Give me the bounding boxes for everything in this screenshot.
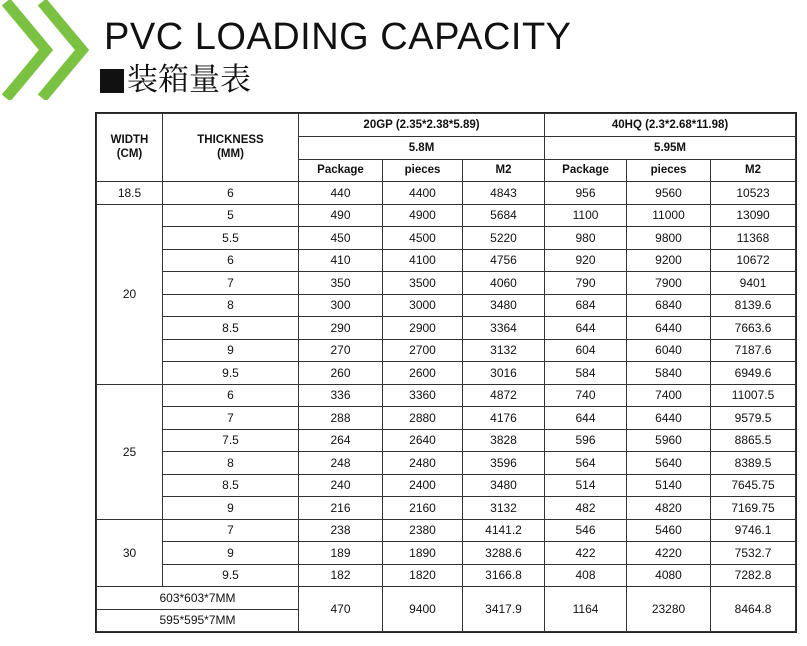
value-cell: 4176 [463,407,545,430]
thickness-cell: 7 [163,519,299,542]
thickness-cell: 8.5 [163,317,299,340]
value-cell: 4500 [383,227,463,250]
value-cell: 7282.8 [711,564,796,587]
table-row [97,294,796,317]
thickness-cell: 6 [163,249,299,272]
value-cell: 10523 [711,182,796,205]
value-cell: 514 [545,474,627,497]
col-header: Package [299,159,383,182]
value-cell: 4400 [383,182,463,205]
container-40hq-header: 40HQ (2.3*2.68*11.98) [545,114,796,137]
chevron-logo-icon [0,0,100,100]
value-cell: 7187.6 [711,339,796,362]
value-cell: 2700 [383,339,463,362]
value-cell: 2480 [383,452,463,475]
width-cell: 25 [97,384,163,519]
table-row [97,362,796,385]
length-20gp: 5.8M [299,137,545,160]
value-cell: 564 [545,452,627,475]
value-cell: 8139.6 [711,294,796,317]
value-cell: 290 [299,317,383,340]
value-cell: 2600 [383,362,463,385]
value-cell: 270 [299,339,383,362]
table-row [97,182,796,205]
thickness-cell: 8.5 [163,474,299,497]
value-cell: 3596 [463,452,545,475]
value-cell: 7169.75 [711,497,796,520]
value-cell: 410 [299,249,383,272]
col-header: M2 [711,159,796,182]
value-cell: 9560 [627,182,711,205]
value-cell: 23280 [627,587,711,632]
thickness-cell: 8 [163,294,299,317]
value-cell: 189 [299,542,383,565]
value-cell: 4872 [463,384,545,407]
value-cell: 3288.6 [463,542,545,565]
value-cell: 3480 [463,474,545,497]
value-cell: 5220 [463,227,545,250]
value-cell: 2380 [383,519,463,542]
value-cell: 6440 [627,407,711,430]
value-cell: 2400 [383,474,463,497]
value-cell: 644 [545,317,627,340]
value-cell: 3000 [383,294,463,317]
value-cell: 3480 [463,294,545,317]
value-cell: 3828 [463,429,545,452]
value-cell: 7900 [627,272,711,295]
square-bullet-icon [100,69,124,93]
value-cell: 2880 [383,407,463,430]
value-cell: 5960 [627,429,711,452]
value-cell: 3132 [463,497,545,520]
thickness-cell: 7 [163,407,299,430]
table-row [97,384,796,407]
value-cell: 1100 [545,204,627,227]
container-20gp-header: 20GP (2.35*2.38*5.89) [299,114,545,137]
col-header: pieces [383,159,463,182]
value-cell: 336 [299,384,383,407]
table-row [97,587,796,610]
value-cell: 9401 [711,272,796,295]
thickness-cell: 9 [163,542,299,565]
width-cell: 30 [97,519,163,587]
value-cell: 9800 [627,227,711,250]
value-cell: 1164 [545,587,627,632]
value-cell: 350 [299,272,383,295]
value-cell: 300 [299,294,383,317]
thickness-cell: 7.5 [163,429,299,452]
value-cell: 4141.2 [463,519,545,542]
value-cell: 11007.5 [711,384,796,407]
value-cell: 5684 [463,204,545,227]
table-row [97,429,796,452]
value-cell: 408 [545,564,627,587]
value-cell: 6840 [627,294,711,317]
value-cell: 238 [299,519,383,542]
value-cell: 216 [299,497,383,520]
value-cell: 9200 [627,249,711,272]
value-cell: 470 [299,587,383,632]
table-row [97,474,796,497]
value-cell: 8389.5 [711,452,796,475]
thickness-cell: 7 [163,272,299,295]
value-cell: 450 [299,227,383,250]
thickness-cell: 9 [163,339,299,362]
value-cell: 490 [299,204,383,227]
thickness-header: THICKNESS (MM) [163,114,299,182]
col-header: Package [545,159,627,182]
value-cell: 956 [545,182,627,205]
value-cell: 920 [545,249,627,272]
value-cell: 4820 [627,497,711,520]
value-cell: 4843 [463,182,545,205]
thickness-cell: 8 [163,452,299,475]
page-subtitle [100,62,251,98]
value-cell: 260 [299,362,383,385]
table-row [97,542,796,565]
value-cell: 4756 [463,249,545,272]
table-row [97,519,796,542]
value-cell: 11000 [627,204,711,227]
thickness-cell: 9.5 [163,564,299,587]
table-row [97,317,796,340]
value-cell: 6949.6 [711,362,796,385]
value-cell: 740 [545,384,627,407]
value-cell: 604 [545,339,627,362]
thickness-cell: 9.5 [163,362,299,385]
value-cell: 5640 [627,452,711,475]
value-cell: 482 [545,497,627,520]
loading-capacity-table [96,113,796,632]
value-cell: 3166.8 [463,564,545,587]
value-cell: 3016 [463,362,545,385]
value-cell: 4900 [383,204,463,227]
value-cell: 2160 [383,497,463,520]
thickness-cell: 9 [163,497,299,520]
value-cell: 3500 [383,272,463,295]
value-cell: 7532.7 [711,542,796,565]
value-cell: 13090 [711,204,796,227]
tile-size-cell: 595*595*7MM [97,609,299,632]
value-cell: 790 [545,272,627,295]
value-cell: 4220 [627,542,711,565]
tile-size-cell: 603*603*7MM [97,587,299,610]
value-cell: 440 [299,182,383,205]
length-40hq: 5.95M [545,137,796,160]
value-cell: 1820 [383,564,463,587]
width-cell: 18.5 [97,182,163,205]
table-row [97,204,796,227]
value-cell: 2640 [383,429,463,452]
thickness-cell: 5.5 [163,227,299,250]
value-cell: 3360 [383,384,463,407]
value-cell: 5840 [627,362,711,385]
table-row [97,249,796,272]
value-cell: 9746.1 [711,519,796,542]
value-cell: 3132 [463,339,545,362]
value-cell: 9579.5 [711,407,796,430]
value-cell: 11368 [711,227,796,250]
subtitle-text: 装箱量表 [127,62,251,98]
value-cell: 7663.6 [711,317,796,340]
table-row [97,272,796,295]
value-cell: 644 [545,407,627,430]
page-title: PVC LOADING CAPACITY [104,16,572,58]
table-row [97,339,796,362]
value-cell: 4100 [383,249,463,272]
value-cell: 6040 [627,339,711,362]
width-cell: 20 [97,204,163,384]
value-cell: 6440 [627,317,711,340]
value-cell: 4080 [627,564,711,587]
value-cell: 584 [545,362,627,385]
value-cell: 3417.9 [463,587,545,632]
value-cell: 422 [545,542,627,565]
col-header: M2 [463,159,545,182]
value-cell: 10672 [711,249,796,272]
value-cell: 980 [545,227,627,250]
table-row [97,564,796,587]
value-cell: 5460 [627,519,711,542]
table-row [97,227,796,250]
value-cell: 7400 [627,384,711,407]
table-row [97,407,796,430]
table-row [97,497,796,520]
value-cell: 1890 [383,542,463,565]
table-row [97,452,796,475]
value-cell: 182 [299,564,383,587]
value-cell: 288 [299,407,383,430]
value-cell: 7645.75 [711,474,796,497]
value-cell: 248 [299,452,383,475]
thickness-cell: 6 [163,182,299,205]
value-cell: 4060 [463,272,545,295]
value-cell: 8865.5 [711,429,796,452]
value-cell: 3364 [463,317,545,340]
value-cell: 596 [545,429,627,452]
thickness-cell: 6 [163,384,299,407]
value-cell: 684 [545,294,627,317]
value-cell: 2900 [383,317,463,340]
value-cell: 5140 [627,474,711,497]
col-header: pieces [627,159,711,182]
width-header: WIDTH (CM) [97,114,163,182]
value-cell: 240 [299,474,383,497]
value-cell: 9400 [383,587,463,632]
value-cell: 264 [299,429,383,452]
value-cell: 546 [545,519,627,542]
value-cell: 8464.8 [711,587,796,632]
thickness-cell: 5 [163,204,299,227]
